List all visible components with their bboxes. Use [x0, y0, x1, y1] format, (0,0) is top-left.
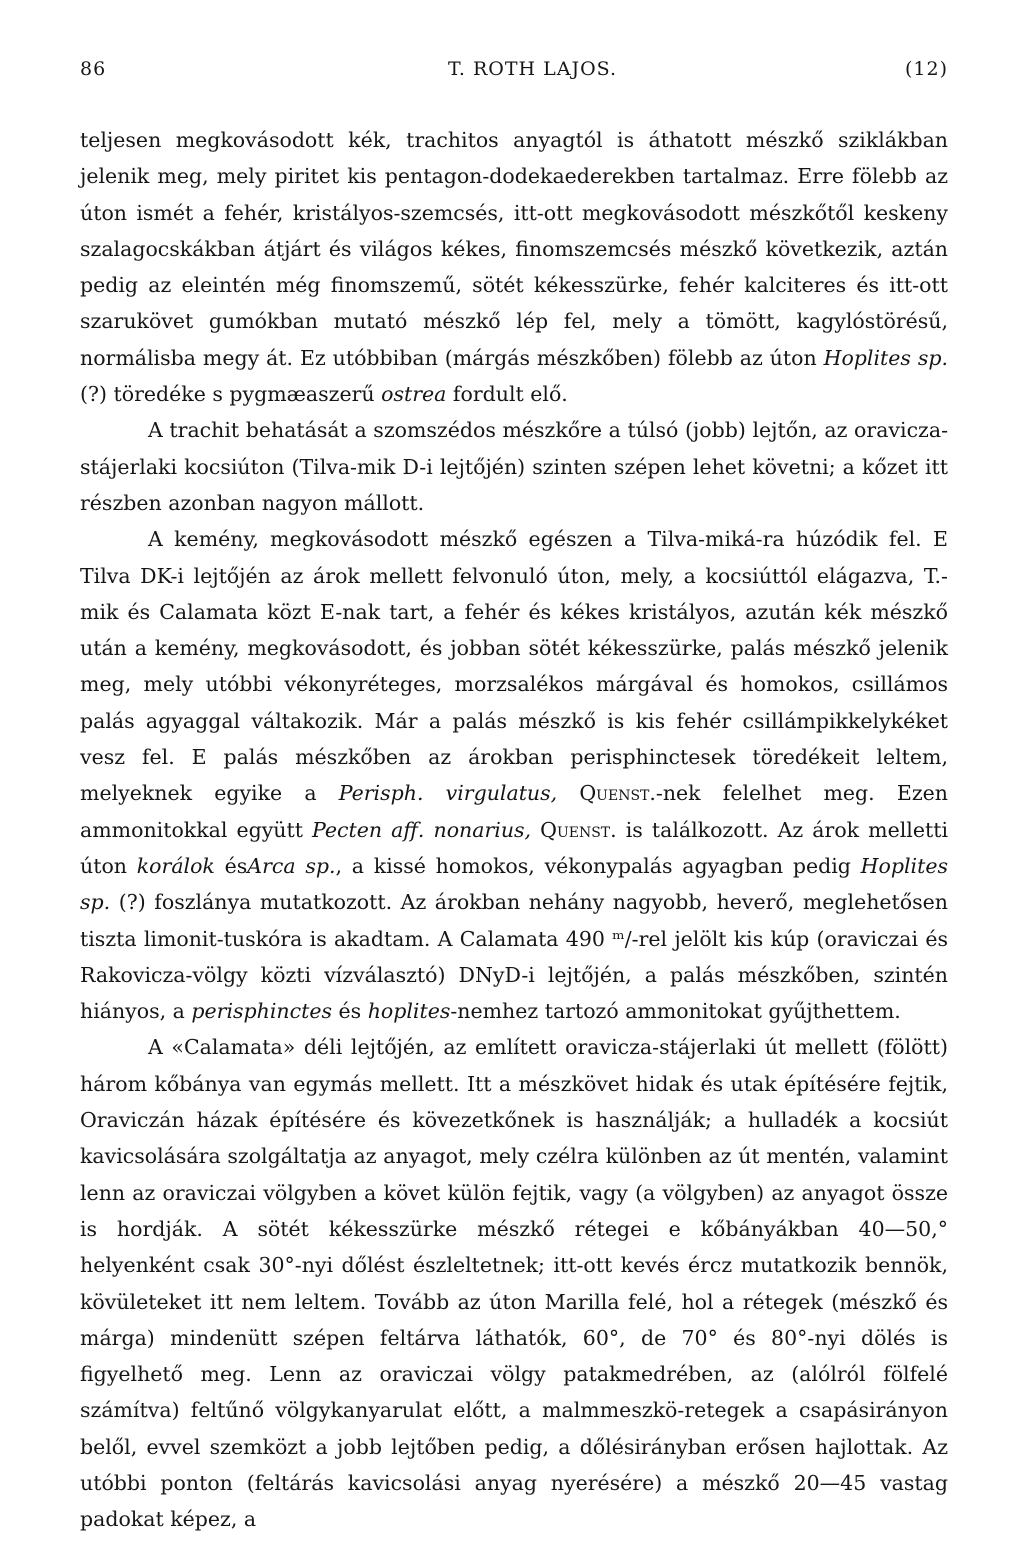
- text-segment: A kemény, megkovásodott mészkő egészen a Tilva-miká-ra húzódik fel. E Tilva DK-i lejtőjén az árok mellett felvonuló úton, mely, a kocsiúttól elágazva, T.-mik és Calamata közt E-nak tart, a fehér és kékes kristályos, azután kék mészkő után a kemény, megkovásodott, és jobban sötét kékesszürke, palás mészkő jelenik meg, mely utóbbi vékonyréteges, morzsalékos márgával és homokos, csillámos palás agyaggal váltakozik. Már a palás mészkő is kis fehér csillámpikkelykéket vesz fel. E palás mészkőben az árokban perisphinctesek töredékeit leltem, melyeknek egyike a: [80, 527, 948, 806]
- running-header: [0, 58, 1024, 98]
- italic-text: perisphinctes: [191, 999, 332, 1024]
- italic-text: Perisph. virgulatus,: [338, 781, 558, 806]
- paragraph: [80, 1029, 948, 1537]
- text-segment: és: [214, 853, 248, 878]
- italic-text: ostrea: [381, 382, 447, 407]
- text-segment: [531, 818, 540, 842]
- text-segment: [557, 781, 579, 805]
- text-segment: -nemhez tartozó ammonitokat gyűjthettem.: [450, 999, 901, 1024]
- text-segment: (?) foszlánya mutatkozott. Az árokban nehány nagyobb, heverő, meglehetősen tiszta limonit-tuskóra is akadtam. A Calamata 490 ᵐ/-rel jelölt kis kúp (oraviczai és Rakovicza-völgy közti vízválasztó) DNyD-i lejtőjén, a palás mészkőben, szintén hiányos, a: [80, 890, 948, 1024]
- body-text: [80, 122, 948, 1538]
- text-segment: -nek felelhet meg. Ezen ammonitokkal együtt: [80, 781, 948, 842]
- text-segment: teljesen megkovásodott kék, trachitos anyagtól is áthatott mészkő sziklákban jelenik meg, mely piritet kis pentagon-dodekaederekben tartalmaz. Erre fölebb az úton ismét a fehér, kristályos-szemcsés, itt-ott megkovásodott mészkőtől keskeny szalagocskákban átjárt és világos kékes, finomszemcsés mészkő következik, aztán pedig az eleintén még finomszemű, sötét kékesszürke, fehér kalciteres és itt-ott szarukövet gumókban mutató mészkő lép fel, mely a tömött, kagylóstörésű, normálisba megy át. Ez utóbbiban (márgás mészkőben) fölebb az úton: [80, 128, 948, 370]
- italic-text: korálok: [136, 853, 215, 878]
- author-name: Quenst.: [579, 781, 656, 806]
- text-segment: , a kissé homokos, vékonypalás agyagban pedig: [335, 853, 861, 878]
- author-name: Quenst.: [540, 817, 617, 842]
- running-title: T. ROTH LAJOS.: [448, 58, 618, 80]
- section-number: (12): [904, 58, 948, 80]
- paragraph: [80, 412, 948, 521]
- text-segment: is találkozott. Az árok melletti úton: [80, 817, 948, 878]
- italic-text: Hoplites sp.: [80, 853, 948, 915]
- italic-text: Hoplites sp.: [823, 345, 948, 370]
- text-segment: A trachit behatását a szomszédos mészkőre a túlsó (jobb) lejtőn, az oravicza-stájerlaki kocsiúton (Tilva-mik D-i lejtőjén) szinten szépen lehet követni; a kőzet itt részben azonban nagyon mállott.: [80, 418, 948, 515]
- text-segment: fordult elő.: [446, 382, 568, 407]
- page-number: 86: [80, 58, 107, 80]
- text-segment: (?) töredéke s pygmæaszerű: [80, 382, 382, 407]
- italic-text: hoplites: [367, 999, 451, 1024]
- text-segment: A «Calamata» déli lejtőjén, az említett oravicza-stájerlaki út mellett (fölött) három kőbánya van egymás mellett. Itt a mészkövet hidak és utak építésére fejtik, Oraviczán házak építésére és kövezetkőnek is használják; a hulladék a kocsiút kavicsolására szolgáltatja az anyagot, mely czélra különben az út mentén, valamint lenn az oraviczai völgyben a követ külön fejtik, vagy (a völgyben) az anyagot össze is hordják. A sötét kékesszürke mészkő rétegei e kőbányákban 40—50,° helyenként csak 30°-nyi dőlést észleltetnek; itt-ott kevés ércz mutatkozik bennök, kövületeket itt nem leltem. Tovább az úton Marilla felé, hol a rétegek (mészkő és márga) mindenütt szépen feltárva láthatók, 60°, de 70° és 80°-nyi dölés is figyelhető meg. Lenn az oraviczai völgy patakmedrében, az (alólról fölfelé számítva) feltűnő völgykanyarulat előtt, a malmmeszkö-retegek a csapásirányon belől, evvel szemközt a jobb lejtőben pedig, a dőlésirányban erősen hajlottak. Az utóbbi ponton (feltárás kavicsolási anyag nyerésére) a mészkő 20—45 vastag padokat képez, a: [80, 1035, 948, 1532]
- text-segment: és: [332, 999, 368, 1024]
- italic-text: Pecten aff. nonarius,: [312, 817, 532, 842]
- paragraph: [80, 122, 948, 412]
- paragraph: [80, 521, 948, 1029]
- italic-text: Arca sp.: [247, 853, 336, 878]
